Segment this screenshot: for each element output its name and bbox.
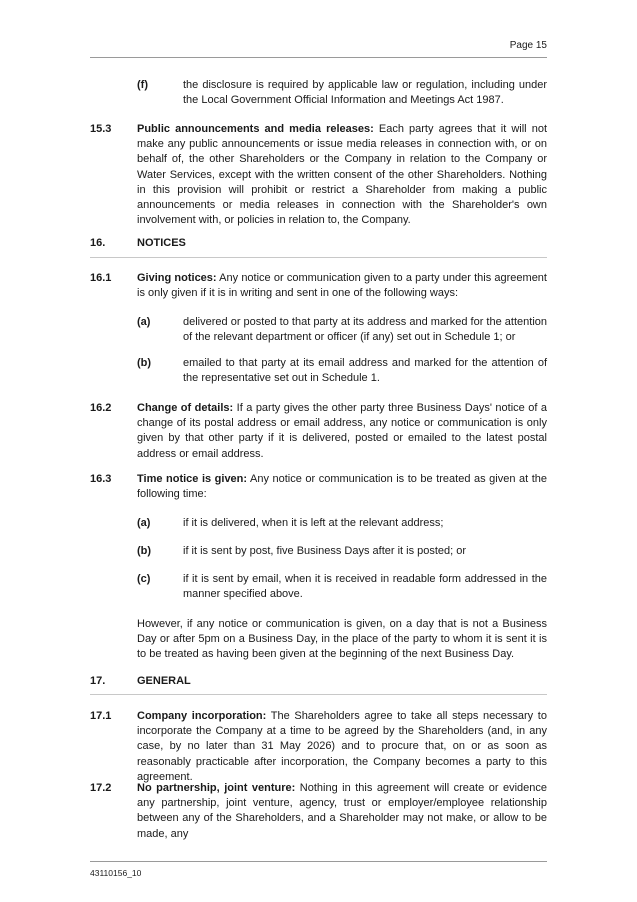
clause-body: Each party agrees that it will not make any public announcements or issue media releases in connection with, or on behalf of, the other Shareholders or the Company in relation to the Company or Water Services, except with the written consent of the other Shareholders. Nothing in this provision will prohibit or restrict a Shareholder from making a public announcements or media releases in connection with the Shareholder's own involvement with, or policies in relation to, the Company. [137, 123, 547, 227]
clause-title: Public announcements and media releases: [137, 123, 374, 135]
clause-text [137, 709, 547, 785]
clause-text: delivered or posted to that party at its address and marked for the attention of the relevant department or officer (if any) set out in Schedule 1; or [183, 316, 547, 344]
clause-text: if it is delivered, when it is left at the relevant address; [183, 517, 444, 529]
paragraph-text: However, if any notice or communication is given, on a day that is not a Business Day or after 5pm on a Business Day, in the place of the party to whom it is sent it is to be treated as having been given at the beginning of the next Business Day. [137, 618, 547, 661]
page-number: Page 15 [509, 40, 547, 51]
clause-text: the disclosure is required by applicable law or regulation, including under the Local Government Official Information and Meetings Act 1987. [183, 79, 547, 107]
clause-number: 15.3 [90, 123, 112, 135]
clause-number: (b) [137, 545, 152, 557]
section-rule [90, 694, 547, 695]
clause-number: 16.3 [90, 473, 112, 485]
clause-body: If a party gives the other party three Business Days' notice of a change of its postal address or email address, any notice or communication is only given by that other party if it is delivered, posted or emailed to the latest postal address or email address. [137, 402, 547, 460]
clause-number: 16.2 [90, 402, 112, 414]
clause-number: (a) [137, 517, 151, 529]
clause-body: The Shareholders agree to take all steps necessary to incorporate the Company at a time to be agreed by the Shareholders (and, in any case, by no later than 31 May 2026) and to procure that, on or as soon as reasonably practicable after incorporation, the Company becomes a party to this agreement. [137, 710, 547, 783]
clause-text [137, 472, 547, 502]
footer-rule [90, 861, 547, 862]
clause-text [137, 271, 547, 301]
clause-body: Any notice or communication is to be treated as given at the following time: [137, 473, 547, 501]
section-heading: NOTICES [137, 237, 186, 249]
clause-text: if it is sent by email, when it is received in readable form addressed in the manner specified above. [183, 573, 547, 601]
clause-title: Change of details: [137, 402, 234, 414]
clause-number: (a) [137, 316, 151, 328]
section-heading: GENERAL [137, 675, 191, 687]
clause-title: Giving notices: [137, 272, 217, 284]
clause-text [137, 401, 547, 462]
clause-number: (c) [137, 573, 151, 585]
clause-number: (b) [137, 357, 152, 369]
section-rule [90, 257, 547, 258]
clause-number: 16.1 [90, 272, 112, 284]
clause-text: emailed to that party at its email address and marked for the attention of the representative set out in Schedule 1. [183, 357, 547, 385]
clause-number: 17.1 [90, 710, 112, 722]
clause-text: if it is sent by post, five Business Days after it is posted; or [183, 545, 467, 557]
clause-title: No partnership, joint venture: [137, 782, 296, 794]
clause-number: 17.2 [90, 782, 112, 794]
clause-body: Nothing in this agreement will create or evidence any partnership, joint venture, agency, trust or employer/employee relationship between any of the Shareholders, and a Shareholder may not make, or allow to be made, any [137, 782, 547, 840]
section-number: 17. [90, 675, 106, 687]
header-rule [90, 57, 547, 58]
clause-title: Time notice is given: [137, 473, 248, 485]
document-reference: 43110156_10 [90, 868, 142, 878]
clause-title: Company incorporation: [137, 710, 267, 722]
clause-number: (f) [137, 79, 148, 91]
clause-text [137, 122, 547, 228]
section-number: 16. [90, 237, 106, 249]
clause-body: Any notice or communication given to a party under this agreement is only given if it is in writing and sent in one of the following ways: [137, 272, 547, 300]
clause-text [137, 781, 547, 842]
